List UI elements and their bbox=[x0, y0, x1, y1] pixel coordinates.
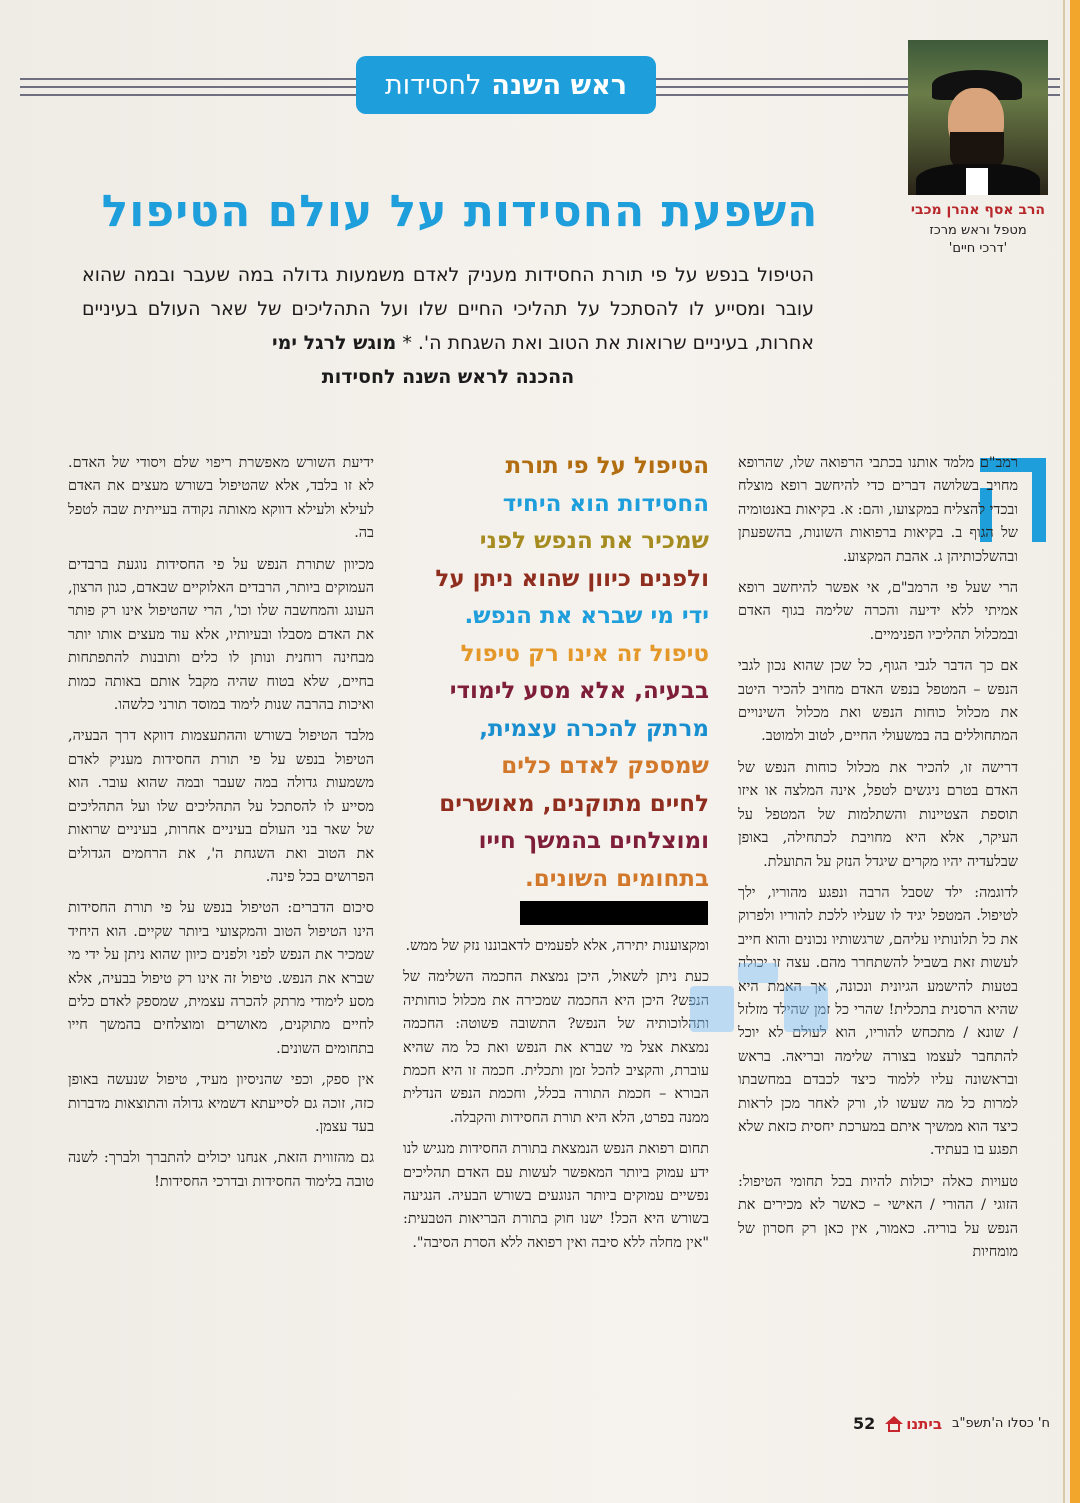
pull-quote-line: שמכיר את הנפש לפני bbox=[479, 528, 709, 554]
paragraph: סיכום הדברים: הטיפול בנפש על פי תורת החסידות הינו הטיפול הטוב והמקצועי ביותר שקיים. הוא היחיד שמכיר את הנפש לפני ולפנים כיוון שהוא ניתן על ידי מי שברא את הנפש. טיפול זה אינו רק טיפול בבעיה, אלא מסע לימודי מרתק להכרה עצמית, שמספק לאדם כלים לחיים מתוקנים, מאושרים ומוצלחים בהמשך חייו בתחומים השונים. bbox=[68, 900, 374, 1057]
house-icon bbox=[885, 1416, 903, 1432]
pull-quote-line: ומוצלחים בהמשך חייו bbox=[478, 828, 709, 854]
article-column-left bbox=[68, 452, 374, 1202]
lead-bold-inline: מוגש לרגל ימי bbox=[272, 332, 397, 354]
edge-rule bbox=[1063, 0, 1065, 1503]
paragraph: דרישה זו, להכיר את מכלול כוחות הנפש של האדם בטרם ניגשים לטפל, אינה המלצה או איזו תוספת הצטיינות והשתלמות של המטפל על העיקר, אלא היא מחויבת לכתחילה, באופן שבלעדיה יהיו מקרים שיגדל הנזק על התועלת. bbox=[738, 759, 1018, 870]
pull-quote-line: מרתק להכרה עצמית, bbox=[479, 715, 709, 742]
text-highlight bbox=[690, 986, 734, 1032]
paragraph: ידיעת השורש מאפשרת ריפוי שלם ויסודי של האדם. לא זו בלבד, אלא שהטיפול בשורש מעצים את האדם לעילא ולעילא דווקא מאותה נקודה בעייתית שבה לטפל בה. bbox=[68, 455, 374, 542]
lead-text: הטיפול בנפש על פי תורת החסידות מעניק לאדם משמעות גדולה במה שעבר ובמה שהוא עובר ומסייע לו להסתכל על תהליכי החיים שלו ועל התהליכים של שאר העולם בעיניים אחרות, בעיניים שרואות את הטוב ואת השגחת ה'. * bbox=[82, 264, 814, 354]
issue-date: ח' כסלו ה'תשפ"ב bbox=[951, 1416, 1050, 1431]
author-role-line: 'דרכי חיים' bbox=[948, 241, 1008, 256]
paragraph: רמב"ם מלמד אותנו בכתבי הרפואה שלו, שהרופא מחויב בשלושה דברים כדי להיחשב רופא מוצלח ובכדי להצליח במקצועו, והם: א. בקיאות באנטומיה של הגוף ב. בקיאות ברפואות השונות, בהשפעתן ובהשלכותיהן ג. אהבת המקצוע. bbox=[738, 455, 1018, 565]
redaction-bar bbox=[520, 901, 708, 925]
paragraph: מכיוון שתורת הנפש על פי החסידות נוגעת ברבדים העמוקים ביותר, הרבדים האלוקיים שבאדם, כגון הרצון, העונג והמחשבה שלו וכו', הרי שהטיפול אינו רק פותר את האדם מסבלו ובעיותיו, אלא עוד מעצים אותו יותר מבחינה רוחנית ונותן לו כלים ותובנות להתפתחות בחיים, שלא בטוח שהיה מקבל אותם באותה כמות ואיכות בהרבה שנות לימוד במוסד תורני כלשהו. bbox=[68, 556, 374, 714]
paragraph: אין ספק, וכפי שהניסיון מעיד, טיפול שנעשה באופן כזה, זוכה גם לסייעתא דשמיא גדולה והתוצאות מדברות בעד עצמן. bbox=[68, 1072, 374, 1135]
brand-name: ביתנו bbox=[906, 1414, 942, 1433]
text-highlight bbox=[738, 963, 778, 983]
pull-quote-line: בבעיה, אלא מסע לימודי bbox=[449, 678, 709, 704]
pull-quote-line: לחיים מתוקנים, מאושרים bbox=[439, 790, 709, 817]
paragraph: גם מהזווית הזאת, אנחנו יכולים להתברך ולברך: לשנה טובה בלימוד החסידות ובדרכי החסידות! bbox=[68, 1150, 374, 1190]
paragraph: טעויות כאלה יכולות להיות בכל תחומי הטיפול: הזוגי / ההורי / האישי – כאשר לא מכירים את הנפש על בוריה. כאמור, אין כאן רק חסרון של מומחיות bbox=[738, 1173, 1018, 1260]
section-header-strong: ראש השנה bbox=[491, 69, 627, 101]
paragraph: הרי שעל פי הרמב"ם, אי אפשר להיחשב רופא אמיתי ללא ידיעה והכרה שלימה בגוף האדם ובמכלול תהליכיו הפנימיים. bbox=[738, 580, 1018, 643]
page-footer bbox=[853, 1414, 1050, 1433]
author-role-line: מטפל וראש מרכז bbox=[929, 223, 1027, 238]
edge-color-bar bbox=[1070, 0, 1080, 1503]
article-column-right bbox=[738, 452, 1018, 1272]
author-name: הרב אסף אהרן מכבי bbox=[910, 202, 1046, 218]
pull-quote-line: ידי מי שברא את הנפש. bbox=[464, 603, 709, 629]
paragraph: כעת ניתן לשאול, היכן נמצאת החכמה השלימה של הנפש? היכן היא החכמה שמכירה את מכלול כוחותיה ותהלוכותיה של הנפש? התשובה פשוטה: החכמה נמצאת אצל מי שברא את הנפש ואת כל מה שהיא עוברת, והקציב להכל זמן ותכלית. חכמה זו היא חכמת הבורא – חכמת התורה בכלל, וחכמת הנפש הנדלית ממנה בפרט, הלא היא תורת החסידות והקבלה. bbox=[403, 969, 709, 1126]
lead-bold-tail: ההכנה לראש השנה לחסידות bbox=[321, 366, 575, 388]
paragraph: תחום רפואת הנפש הנמצאת בתורת החסידות מנגיש לנו ידע עמוק ביותר המאפשר לעשות עם האדם תהליכים נפשיים עמוקים ביותר הנוגעים בשורש הבעיה. הנגיעה בשורש היא הכל! ישנו חוק בתורת הבריאות הטבעית: "אין מחלה ללא סיבה ואין רפואה ללא הסרת הסיבה". bbox=[403, 1141, 709, 1251]
section-header-regular: לחסידות bbox=[385, 69, 482, 101]
pull-quote-line: ולפנים כיוון שהוא ניתן על bbox=[435, 565, 709, 592]
paragraph: לדוגמה: ילד שסבל הרבה ונפגע מהוריו, ילך לטיפול. המטפל יגיד לו שעליו ללכת להוריו ולפרוק את כל תלונותיו עליהם, שרגשותיו נכונים והוא חייב לעשות זאת בשביל להשתחרר מהם. עצה זו יכולה בטעות להישמע הגיונית ונכונה, אך האמת היא שהיא הרסנית בתכלית! שהרי כל זמן שהילד מזלזל / שונא / מתכחש להוריו, הוא לעולם לא יוכל להתחבר לעצמו בצורה שלימה ובריאה. בראש ובראשונה עליו ללמוד כיצד לכבדם במחשבתו למרות כל מה שעשו לו, ורק לאחר מכן לראות כיצד הוא ממשיך איתם במערכת יחסית כזאת שלא תפגע בו בעתיד. bbox=[738, 884, 1018, 1159]
author-photo bbox=[908, 40, 1048, 195]
paragraph: ומקצוענות יתירה, אלא לפעמים לדאבוננו נזק של ממש. bbox=[405, 938, 709, 954]
pull-quote-line: החסידות הוא היחיד bbox=[502, 490, 709, 517]
pull-quote-line: שמספק לאדם כלים bbox=[501, 753, 709, 779]
magazine-brand bbox=[885, 1415, 942, 1433]
author-role bbox=[906, 222, 1050, 258]
text-highlight bbox=[784, 986, 828, 1032]
paragraph: אם כך הדבר לגבי הגוף, כל שכן שהוא נכון לגבי הנפש – המטפל בנפש האדם מחויב להכיר היטב את מכלול כוחות הנפש ואת מכלול השינויים המתחוללים בה במשעולי החיים, לטוב ולמוטב. bbox=[738, 658, 1018, 745]
pull-quote-line: בתחומים השונים. bbox=[525, 865, 709, 892]
pull-quote-line: טיפול זה אינו רק טיפול bbox=[460, 640, 709, 667]
pull-quote-line: הטיפול על פי תורת bbox=[505, 453, 709, 479]
section-header-tab bbox=[356, 56, 656, 114]
paragraph: מלבד הטיפול בשורש וההתעצמות דווקא דרך הבעיה, הטיפול בנפש על פי תורת החסידות מעניק לאדם משמעות גדולה במה שעבר ובמה שהוא עובר. הוא מסייע לו להסתכל על התהליכים שלו ועל התהליכים של שאר בני העולם בעיניים אחרות, בעיניים שרואות את הטוב ואת השגחת ה', את הרחמים הגדולים הפרושים בכל פינה. bbox=[68, 728, 374, 885]
article-column-middle bbox=[403, 935, 709, 1263]
article-lead bbox=[82, 258, 814, 394]
pull-quote bbox=[403, 448, 709, 898]
page-number: 52 bbox=[852, 1414, 876, 1433]
article-title: השפעת החסידות על עולם הטיפול bbox=[101, 186, 819, 237]
